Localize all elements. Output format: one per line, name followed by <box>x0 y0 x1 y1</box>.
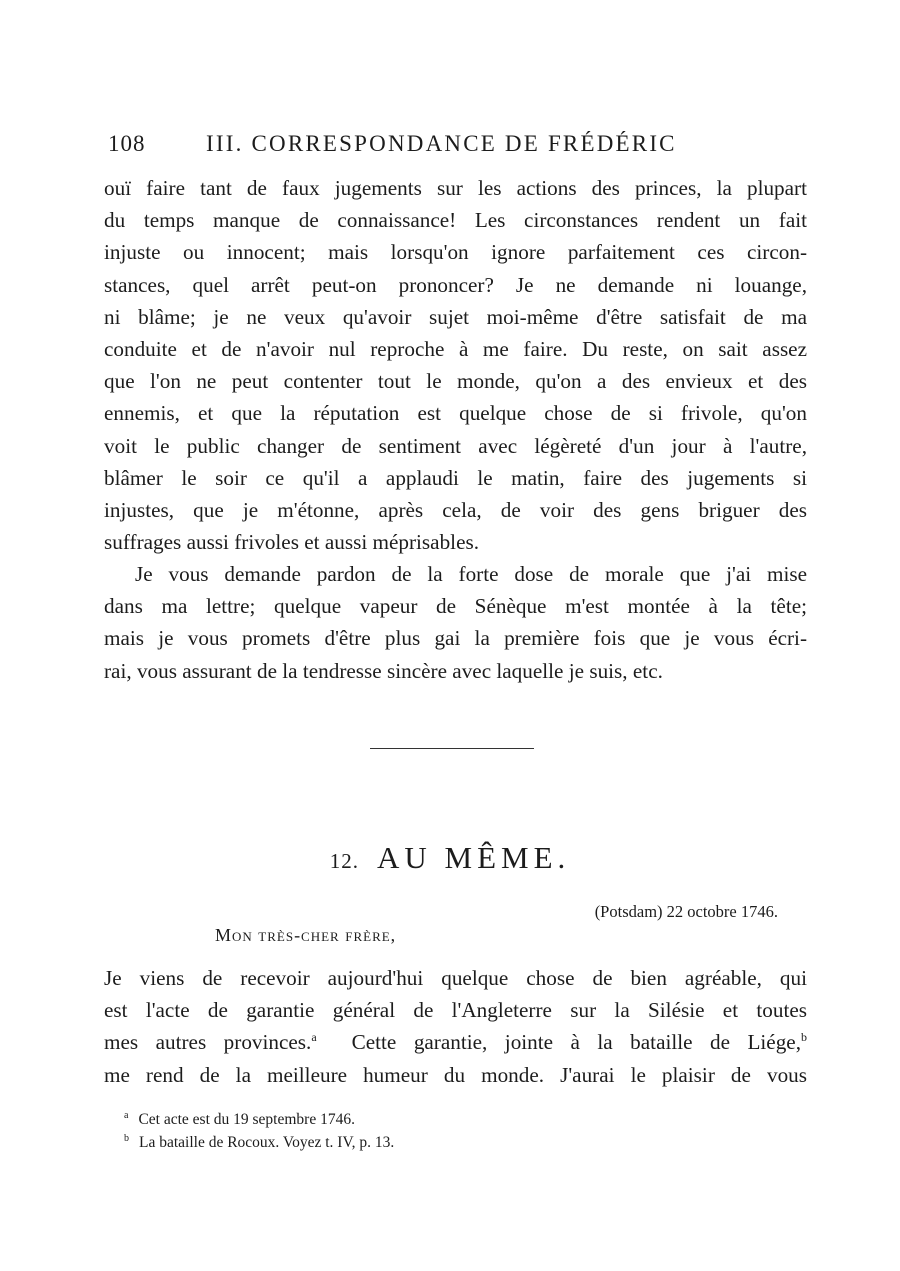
text-line: suffrages aussi frivoles et aussi méprisables. <box>104 530 480 555</box>
line-text: mes autres provinces. <box>104 1030 312 1055</box>
section-divider <box>370 748 534 749</box>
text-line <box>104 1026 807 1058</box>
footnote-ref-b: b <box>801 1030 808 1045</box>
footnote <box>124 1127 394 1150</box>
text-line: rai, vous assurant de la tendresse sincère avec laquelle je suis, etc. <box>104 658 663 683</box>
line-text: Cette garantie, jointe à la bataille de Liége, <box>351 1030 802 1055</box>
footnotes <box>124 1104 394 1150</box>
text-line: Je viens de recevoir aujourd'hui quelque chose de bien agréable, qui <box>104 966 807 990</box>
text-line: que l'on ne peut contenter tout le monde, qu'on a des envieux et des <box>104 369 807 394</box>
text-line: me rend de la meilleure humeur du monde. J'aurai le plaisir de vous <box>104 1062 807 1087</box>
text-line: conduite et de n'avoir nul reproche à me faire. Du reste, on sait assez <box>104 336 807 361</box>
text-line: voit le public changer de sentiment avec légèreté d'un jour à l'autre, <box>104 433 807 458</box>
text-line: injuste ou innocent; mais lorsqu'on ignore parfaitement ces circon- <box>104 240 807 265</box>
letter-number: 12. <box>329 849 359 873</box>
footnote <box>124 1104 394 1127</box>
letter-body <box>104 962 807 1091</box>
text-line: est l'acte de garantie général de l'Angleterre sur la Silésie et toutes <box>104 998 807 1023</box>
text-line: Je vous demande pardon de la forte dose de morale que j'ai mise <box>135 562 807 586</box>
text-line: ennemis, et que la réputation est quelque chose de si frivole, qu'on <box>104 401 807 426</box>
paragraph-continued <box>104 172 807 558</box>
text-line: blâmer le soir ce qu'il a applaudi le matin, faire des jugements si <box>104 465 807 490</box>
footnote-mark: b <box>124 1133 129 1144</box>
text-line: dans ma lettre; quelque vapeur de Sénèque m'est montée à la tête; <box>104 594 807 619</box>
text-line: mais je vous promets d'être plus gai la première fois que je vous écri- <box>104 626 807 651</box>
letter-title: AU MÊME. <box>376 840 571 875</box>
salutation: Mon très-cher frère, <box>215 925 397 945</box>
text-line: ouï faire tant de faux jugements sur les actions des princes, la plupart <box>104 176 807 200</box>
footnote-text: Cet acte est du 19 septembre 1746. <box>138 1111 355 1129</box>
footnote-ref-a: a <box>311 1030 317 1045</box>
dateline: (Potsdam) 22 octobre 1746. <box>594 902 778 921</box>
footnote-text: La bataille de Rocoux. Voyez t. IV, p. 13. <box>139 1134 395 1152</box>
text-line: injustes, que je m'étonne, après cela, de voir des gens briguer des <box>104 497 807 522</box>
text-line: stances, quel arrêt peut-on prononcer? Je ne demande ni louange, <box>104 272 807 297</box>
text-line: ni blâme; je ne veux qu'avoir sujet moi-même d'être satisfait de ma <box>104 304 807 329</box>
footnote-mark: a <box>124 1110 129 1121</box>
page-number: 108 <box>108 131 146 156</box>
text-line: du temps manque de connaissance! Les circonstances rendent un fait <box>104 208 807 233</box>
letter-heading <box>0 840 900 876</box>
running-head: III. CORRESPONDANCE DE FRÉDÉRIC <box>206 131 677 156</box>
paragraph-closing <box>104 558 807 687</box>
